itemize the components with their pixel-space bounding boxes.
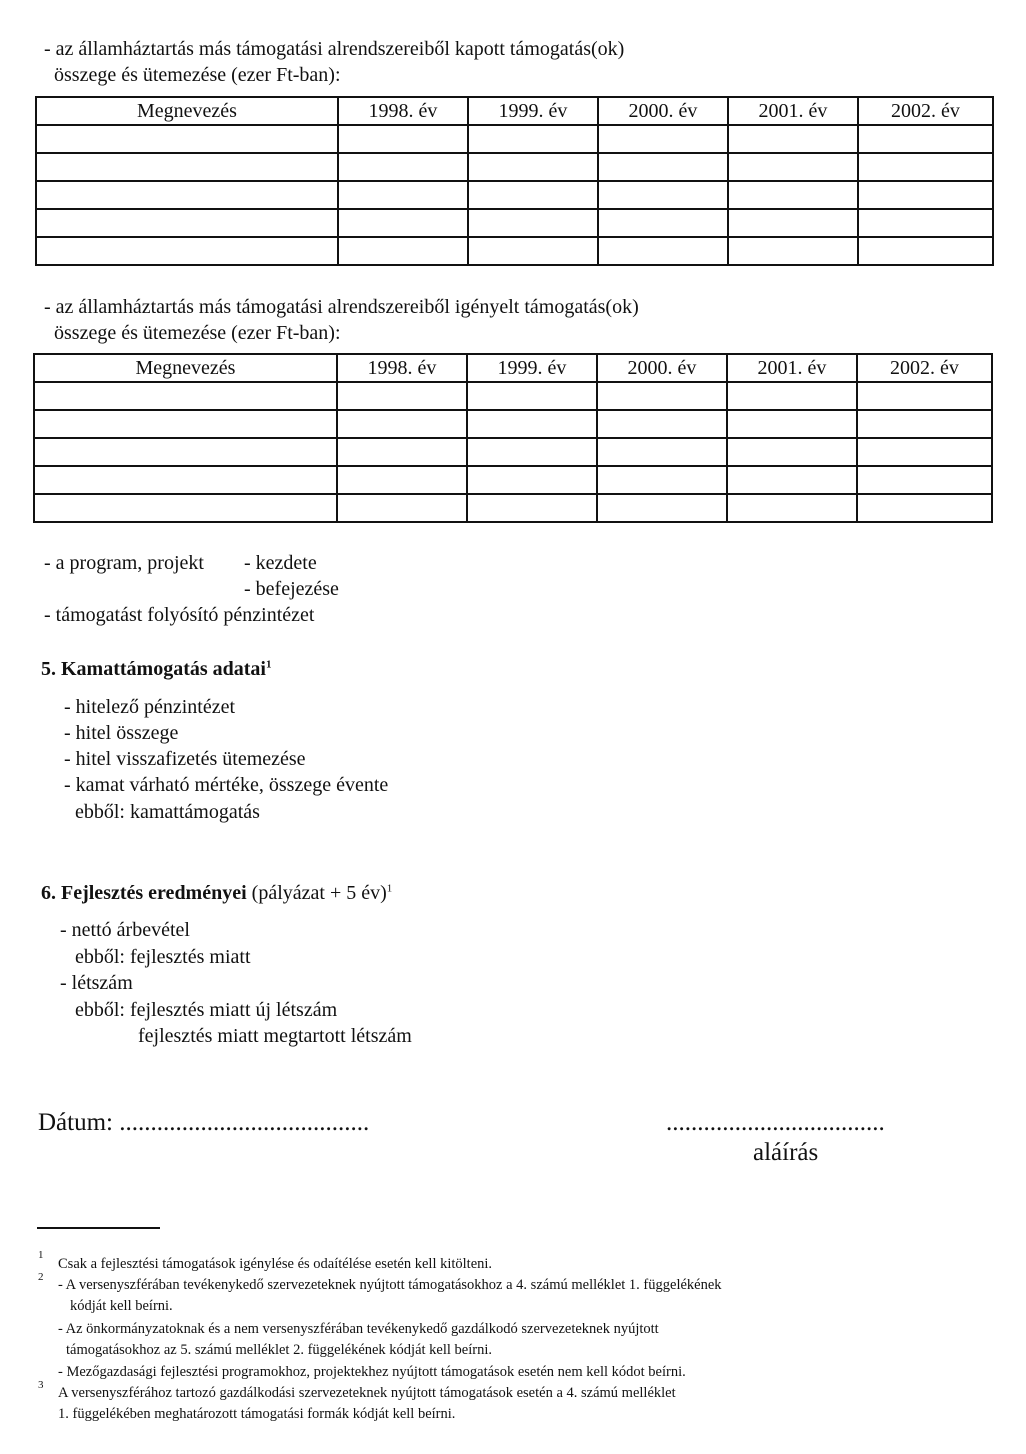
table-cell[interactable]	[36, 209, 338, 237]
table-cell[interactable]	[338, 209, 468, 237]
table-cell[interactable]	[857, 438, 992, 466]
headcount-sub-new: ebből: fejlesztés miatt új létszám	[75, 999, 338, 1021]
paying-bank-label: - támogatást folyósító pénzintézet	[44, 604, 315, 626]
table-cell[interactable]	[337, 466, 467, 494]
column-header-2001: 2001. év	[728, 97, 858, 125]
table-row	[36, 237, 993, 265]
table-row	[36, 153, 993, 181]
table-cell[interactable]	[727, 382, 857, 410]
table-cell[interactable]	[467, 410, 597, 438]
footnote-3b: 1. függelékében meghatározott támogatási formák kódját kell beírni.	[58, 1406, 456, 1422]
table-cell[interactable]	[468, 181, 598, 209]
program-end-label: - befejezése	[244, 578, 339, 600]
table-cell[interactable]	[36, 237, 338, 265]
section-5-title	[41, 656, 271, 682]
table-cell[interactable]	[858, 209, 993, 237]
footnote-marker-2: 2	[38, 1271, 44, 1283]
section-5-item: - kamat várható mértéke, összege évente	[64, 774, 389, 796]
table-cell[interactable]	[858, 181, 993, 209]
table-cell[interactable]	[467, 382, 597, 410]
table-cell[interactable]	[467, 466, 597, 494]
section-5-item: - hitel visszafizetés ütemezése	[64, 748, 306, 770]
program-project-label: - a program, projekt	[44, 552, 204, 574]
table-cell[interactable]	[338, 181, 468, 209]
column-header-2001: 2001. év	[727, 354, 857, 382]
table-row	[36, 181, 993, 209]
table-header-row	[34, 354, 992, 382]
table-cell[interactable]	[728, 237, 858, 265]
footnote-2c: - Az önkormányzatoknak és a nem versenyszférában tevékenykedő gazdálkodó szervezeteknek nyújtott	[58, 1321, 659, 1337]
table-cell[interactable]	[597, 466, 727, 494]
table-row	[36, 209, 993, 237]
table-cell[interactable]	[337, 410, 467, 438]
footnote-ref-1: 1	[265, 658, 272, 671]
table-cell[interactable]	[728, 181, 858, 209]
column-header-name: Megnevezés	[36, 97, 338, 125]
table-cell[interactable]	[727, 494, 857, 522]
table-row	[34, 410, 992, 438]
section-5-item: - hitel összege	[64, 722, 179, 744]
footnote-separator	[37, 1227, 160, 1229]
column-header-1998: 1998. év	[338, 97, 468, 125]
table-cell[interactable]	[34, 494, 337, 522]
table-cell[interactable]	[34, 466, 337, 494]
net-revenue-label: - nettó árbevétel	[60, 919, 190, 941]
table-row	[34, 494, 992, 522]
table-cell[interactable]	[728, 153, 858, 181]
table-cell[interactable]	[34, 410, 337, 438]
table-cell[interactable]	[728, 125, 858, 153]
footnote-marker-3: 3	[38, 1379, 44, 1391]
table-row	[36, 125, 993, 153]
table-cell[interactable]	[598, 209, 728, 237]
table-cell[interactable]	[36, 125, 338, 153]
table-cell[interactable]	[857, 410, 992, 438]
column-header-1999: 1999. év	[467, 354, 597, 382]
section-6-title-note: (pályázat + 5 év)	[246, 882, 387, 904]
net-revenue-sub: ebből: fejlesztés miatt	[75, 946, 251, 968]
table-cell[interactable]	[858, 237, 993, 265]
received-support-heading-line1: - az államháztartás más támogatási alrendszereiből kapott támogatás(ok)	[44, 38, 625, 60]
section-6-title	[41, 880, 392, 906]
headcount-sub-retained: fejlesztés miatt megtartott létszám	[138, 1025, 412, 1047]
table-cell[interactable]	[468, 153, 598, 181]
column-header-2000: 2000. év	[598, 97, 728, 125]
table-cell[interactable]	[598, 125, 728, 153]
table-cell[interactable]	[467, 494, 597, 522]
table-row	[34, 466, 992, 494]
footnote-1: Csak a fejlesztési támogatások igénylése és odaítélése esetén kell kitölteni.	[58, 1256, 493, 1272]
section-5-subitem: ebből: kamattámogatás	[75, 801, 260, 823]
table-cell[interactable]	[338, 125, 468, 153]
program-start-label: - kezdete	[244, 552, 317, 574]
table-cell[interactable]	[36, 181, 338, 209]
table-cell[interactable]	[338, 153, 468, 181]
section-6-title-text: 6. Fejlesztés eredményei	[41, 882, 247, 904]
column-header-2002: 2002. év	[858, 97, 993, 125]
table-cell[interactable]	[597, 382, 727, 410]
table-cell[interactable]	[36, 153, 338, 181]
table-cell[interactable]	[727, 410, 857, 438]
footnote-ref-1: 1	[386, 882, 393, 895]
table-cell[interactable]	[468, 125, 598, 153]
table-cell[interactable]	[858, 125, 993, 153]
table-cell[interactable]	[337, 494, 467, 522]
table-row	[34, 382, 992, 410]
footnote-marker-1: 1	[38, 1249, 44, 1261]
table-cell[interactable]	[337, 382, 467, 410]
table-cell[interactable]	[34, 382, 337, 410]
table-row	[34, 438, 992, 466]
footnote-3a: A versenyszférához tartozó gazdálkodási szervezeteknek nyújtott támogatások esetén a 4. számú melléklet	[58, 1385, 676, 1401]
table-cell[interactable]	[728, 209, 858, 237]
footnote-2d: támogatásokhoz az 5. számú melléklet 2. függelékének kódját kell beírni.	[66, 1342, 492, 1358]
table-cell[interactable]	[857, 466, 992, 494]
table-cell[interactable]	[467, 438, 597, 466]
requested-support-heading-line2: összege és ütemezése (ezer Ft-ban):	[54, 322, 341, 344]
footnote-2e: - Mezőgazdasági fejlesztési programokhoz, projektekhez nyújtott támogatások esetén nem kell kódot beírni.	[58, 1364, 686, 1380]
footnote-2a: - A versenyszférában tevékenykedő szervezeteknek nyújtott támogatásokhoz a 4. számú melléklet 1. függelékének	[58, 1277, 722, 1293]
table-cell[interactable]	[727, 466, 857, 494]
column-header-1999: 1999. év	[468, 97, 598, 125]
table-cell[interactable]	[337, 438, 467, 466]
signature-label: aláírás	[753, 1139, 819, 1166]
section-5-item: - hitelező pénzintézet	[64, 696, 236, 718]
received-support-table	[35, 96, 994, 266]
column-header-1998: 1998. év	[337, 354, 467, 382]
table-header-row	[36, 97, 993, 125]
table-cell[interactable]	[597, 438, 727, 466]
table-cell[interactable]	[857, 382, 992, 410]
table-cell[interactable]	[597, 410, 727, 438]
requested-support-heading-line1: - az államháztartás más támogatási alrendszereiből igényelt támogatás(ok)	[44, 296, 639, 318]
signature-line[interactable]: ...................................	[666, 1109, 885, 1136]
table-cell[interactable]	[598, 153, 728, 181]
table-cell[interactable]	[858, 153, 993, 181]
column-header-name: Megnevezés	[34, 354, 337, 382]
date-field[interactable]: Dátum: ........................................	[38, 1109, 370, 1136]
table-cell[interactable]	[727, 438, 857, 466]
footnote-2b: kódját kell beírni.	[70, 1298, 173, 1314]
requested-support-table	[33, 353, 993, 523]
table-cell[interactable]	[468, 209, 598, 237]
table-cell[interactable]	[857, 494, 992, 522]
table-cell[interactable]	[34, 438, 337, 466]
table-cell[interactable]	[598, 181, 728, 209]
table-cell[interactable]	[338, 237, 468, 265]
table-cell[interactable]	[598, 237, 728, 265]
column-header-2002: 2002. év	[857, 354, 992, 382]
column-header-2000: 2000. év	[597, 354, 727, 382]
section-5-title-text: 5. Kamattámogatás adatai	[41, 658, 266, 680]
table-cell[interactable]	[468, 237, 598, 265]
received-support-heading-line2: összege és ütemezése (ezer Ft-ban):	[54, 64, 341, 86]
table-cell[interactable]	[597, 494, 727, 522]
headcount-label: - létszám	[60, 972, 133, 994]
